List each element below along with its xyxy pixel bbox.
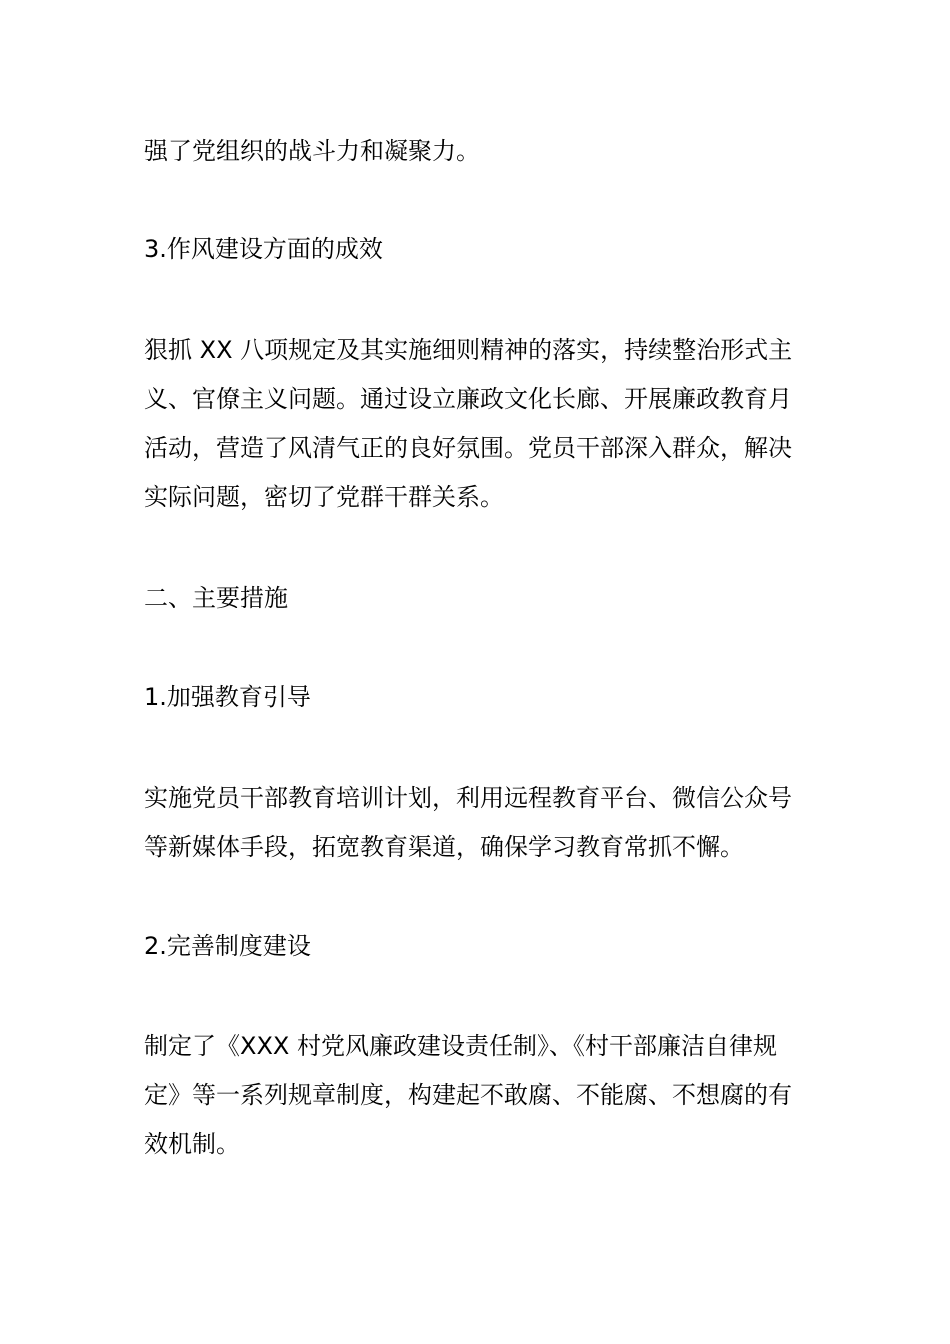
text-line: 狠抓 XX 八项规定及其实施细则精神的落实，持续整治形式主 [144, 336, 793, 364]
paragraph-style-building [144, 326, 814, 522]
heading-text: 二、主要措施 [144, 584, 288, 612]
heading-text: 1.加强教育引导 [144, 683, 311, 711]
heading-system-building [144, 922, 814, 971]
heading-style-results [144, 225, 814, 274]
paragraph-system-building [144, 1022, 814, 1169]
text-line: 活动，营造了风清气正的良好氛围。党员干部深入群众，解决 [144, 434, 792, 462]
paragraph-education [144, 774, 814, 872]
text-line: 实际问题，密切了党群干群关系。 [144, 483, 504, 511]
text-line: 效机制。 [144, 1130, 240, 1158]
text-line: 定》等一系列规章制度，构建起不敢腐、不能腐、不想腐的有 [144, 1081, 792, 1109]
heading-text: 3.作风建设方面的成效 [144, 235, 383, 263]
heading-text: 2.完善制度建设 [144, 932, 311, 960]
text-line: 制定了《XXX 村党风廉政建设责任制》、《村干部廉洁自律规 [144, 1032, 777, 1060]
heading-main-measures [144, 574, 814, 623]
text-line: 实施党员干部教育培训计划，利用远程教育平台、微信公众号 [144, 784, 792, 812]
paragraph-continuation [144, 127, 814, 176]
text-line: 等新媒体手段，拓宽教育渠道，确保学习教育常抓不懈。 [144, 833, 744, 861]
heading-education [144, 673, 814, 722]
text-line: 义、官僚主义问题。通过设立廉政文化长廊、开展廉政教育月 [144, 385, 792, 413]
text-line: 强了党组织的战斗力和凝聚力。 [144, 137, 480, 165]
